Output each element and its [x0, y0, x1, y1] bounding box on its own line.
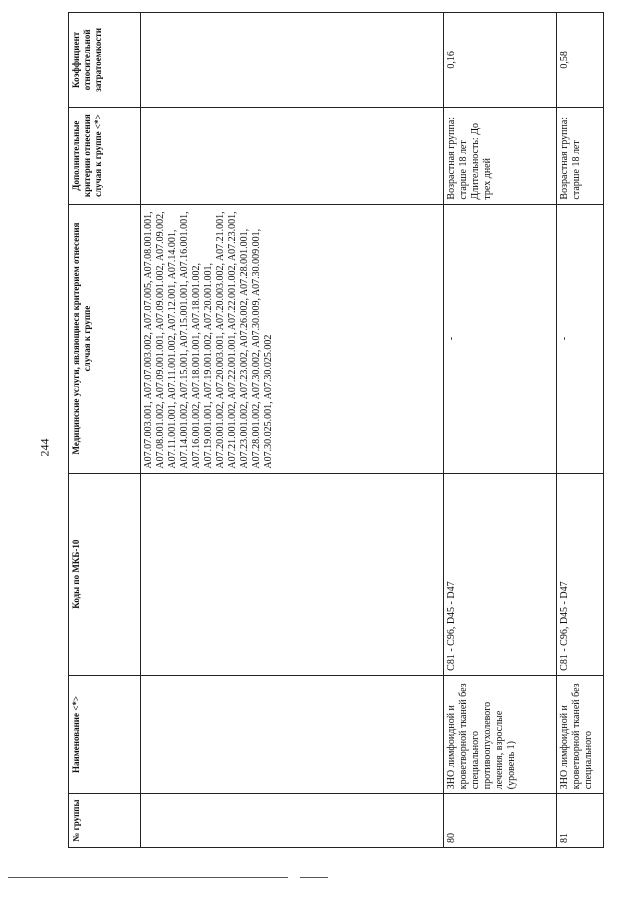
cell-num: [141, 794, 443, 848]
cell-services: A07.07.003.001, A07.07.003.002, A07.07.005, A07.08.001.001, A07.08.001.002, A07.09.001.001, A07.09.001.002, A07.09.002, A07.11.001.001, A07.11.001.002, A07.12.001, A07.14.001, A07.14.001.002, A07.15.001, A07.15.001.001, A07.16.001.001, A07.16.001.002, A07.18.001.001, A07.18.001.002, A07.19.001.001, A07.19.001.002, A07.20.001.001, A07.20.001.002, A07.20.003.001, A07.20.003.002, A07.21.001, A07.21.001.002, A07.22.001.001, A07.22.001.002, A07.23.001, A07.23.001.002, A07.23.002, A07.26.002, A07.28.001.001, A07.28.001.002, A07.30.002, A07.30.009, A07.30.009.001, A07.30.025.001, A07.30.025.002: [141, 204, 443, 473]
cell-name: [141, 675, 443, 793]
cell-services: -: [556, 204, 603, 473]
footer-rule-short: [300, 877, 328, 878]
cell-name: ЗНО лимфоидной и кроветворной тканей без специального: [556, 675, 603, 793]
cell-codes: C81 - C96, D45 - D47: [443, 473, 556, 675]
cell-num: 81: [556, 794, 603, 848]
rotated-table-container: [68, 12, 604, 848]
page-number: 244: [37, 438, 52, 457]
table-row: [556, 13, 603, 848]
drg-table: [68, 12, 604, 848]
table-row: [443, 13, 556, 848]
header-icd-codes: Коды по МКБ-10: [69, 473, 141, 675]
cell-name: ЗНО лимфоидной и кроветворной тканей без специального противоопухолевого лечения, взрослые (уровень 1): [443, 675, 556, 793]
cell-codes: [141, 473, 443, 675]
header-services: Медицинские услуги, являющиеся критерием отнесения случая к группе: [69, 204, 141, 473]
cell-coef: 0,16: [443, 13, 556, 108]
header-name: Наименование <*>: [69, 675, 141, 793]
header-group-number: № группы: [69, 794, 141, 848]
cell-codes: C81 - C96, D45 - D47: [556, 473, 603, 675]
header-coefficient: Коэффициент относительной затратоемкости: [69, 13, 141, 108]
header-criteria: Дополнительные критерии отнесения случая к группе <*>: [69, 107, 141, 204]
cell-coef: 0,58: [556, 13, 603, 108]
footer-rule: [8, 877, 288, 878]
cell-num: 80: [443, 794, 556, 848]
cell-coef: [141, 13, 443, 108]
table-row-continuation: [141, 13, 443, 848]
cell-criteria: Возрастная группа: старше 18 лет Длительность: До трех дней: [443, 107, 556, 204]
table-header-row: [69, 13, 141, 848]
cell-criteria: Возрастная группа: старше 18 лет: [556, 107, 603, 204]
cell-services: -: [443, 204, 556, 473]
cell-criteria: [141, 107, 443, 204]
